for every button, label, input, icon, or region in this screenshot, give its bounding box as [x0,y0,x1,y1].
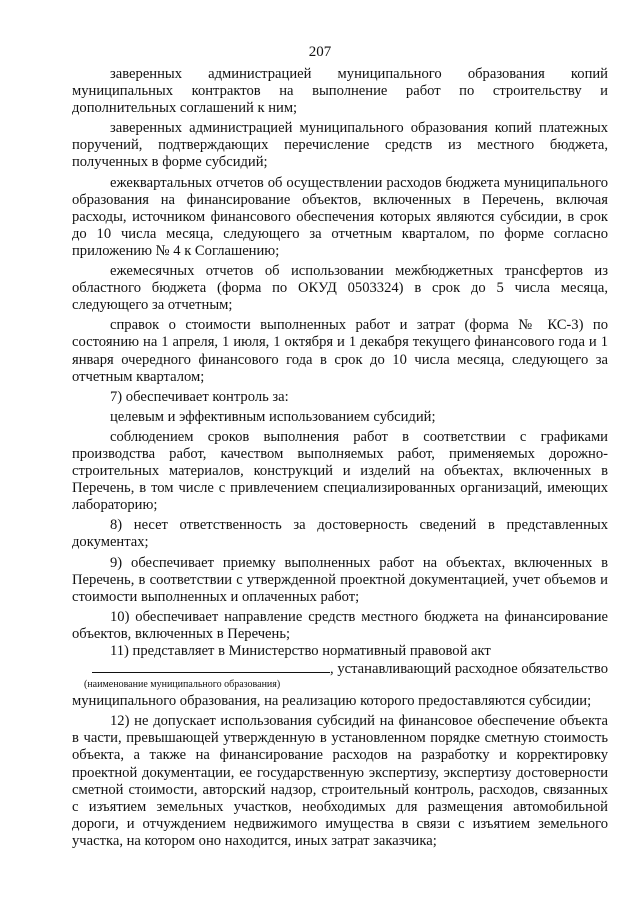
paragraph-item-10: 10) обеспечивает направление средств местного бюджета на финансирование объектов, включенных в Перечень; [72,608,608,642]
paragraph-item-11-line3: муниципального образования, на реализацию которого предоставляются субсидии; [72,693,592,710]
paragraph-quarterly-reports: ежеквартальных отчетов об осуществлении расходов бюджета муниципального образования на финансирование объектов, включенных в Перечень, включая расходы, источником финансового обеспечения которых являются субсидии, в срок до 10 числа месяца, следующего за отчетным кварталом, по форме согласно приложению № 4 к Соглашению; [72,174,608,259]
paragraph-item-9: 9) обеспечивает приемку выполненных работ на объектах, включенных в Перечень, в соответствии с утвержденной проектной документацией, учет объемов и стоимости выполненных и оплаченных работ; [72,554,608,605]
paragraph-item-7: 7) обеспечивает контроль за: [110,388,289,405]
fill-in-blank-line [92,660,330,673]
paragraph-item-12: 12) не допускает использования субсидий на финансовое обеспечение объекта в части, превышающей утвержденную в установленном порядке сметную стоимость объекта, а также на финансирование расходов на разработку и корректировку проектной документации, ее государственную экспертизу, экспертизу достоверности сметной стоимости, авторский надзор, строительный контроль, расходов, связанных с изъятием земельных участков, необходимых для размещения автомобильной дороги, и отчуждением недвижимого имущества в связи с изъятием земельного участка, на котором оно находится, иных затрат заказчика; [72,713,608,849]
paragraph-subsidy-use: целевым и эффективным использованием субсидий; [110,408,436,425]
paragraph-payment-orders: заверенных администрацией муниципального образования копий платежных поручений, подтверждающих перечисление средств из местного бюджета, полученных в форме субсидий; [72,120,608,171]
paragraph-item-11-line1: 11) представляет в Министерство нормативный правовой акт [110,643,491,659]
item-11-suffix: , устанавливающий расходное обязательство [330,661,608,678]
paragraph-deadlines-compliance: соблюдением сроков выполнения работ в соответствии с графиками производства работ, качеством выполняемых работ, применяемых дорожно-строительных материалов, конструкций и изделий на объектах, включенных в Перечень, в том числе с привлечением специализированных организаций, имеющих лабораторию; [72,428,608,514]
document-body [72,66,608,850]
paragraph-item-8: 8) несет ответственность за достоверность сведений в представленных документах; [72,517,608,551]
paragraph-monthly-reports: ежемесячных отчетов об использовании межбюджетных трансфертов из областного бюджета (форма по ОКУД 0503324) в срок до 5 числа месяца, следующего за отчетным; [72,263,608,314]
paragraph-item-11-line2 [72,660,608,678]
page-number: 207 [308,44,332,60]
blank-line-caption: (наименование муниципального образования) [84,679,281,691]
paragraph-ks3-certificates: справок о стоимости выполненных работ и затрат (форма № КС-3) по состоянию на 1 апреля, 1 июля, 1 октября и 1 декабря текущего финансового года и 1 января очередного финансового года в срок до 10 числа месяца, следующего за отчетным кварталом; [72,317,608,385]
paragraph-contract-copies: заверенных администрацией муниципального образования копий муниципальных контрактов на выполнение работ по строительству и дополнительных соглашений к ним; [72,66,608,117]
